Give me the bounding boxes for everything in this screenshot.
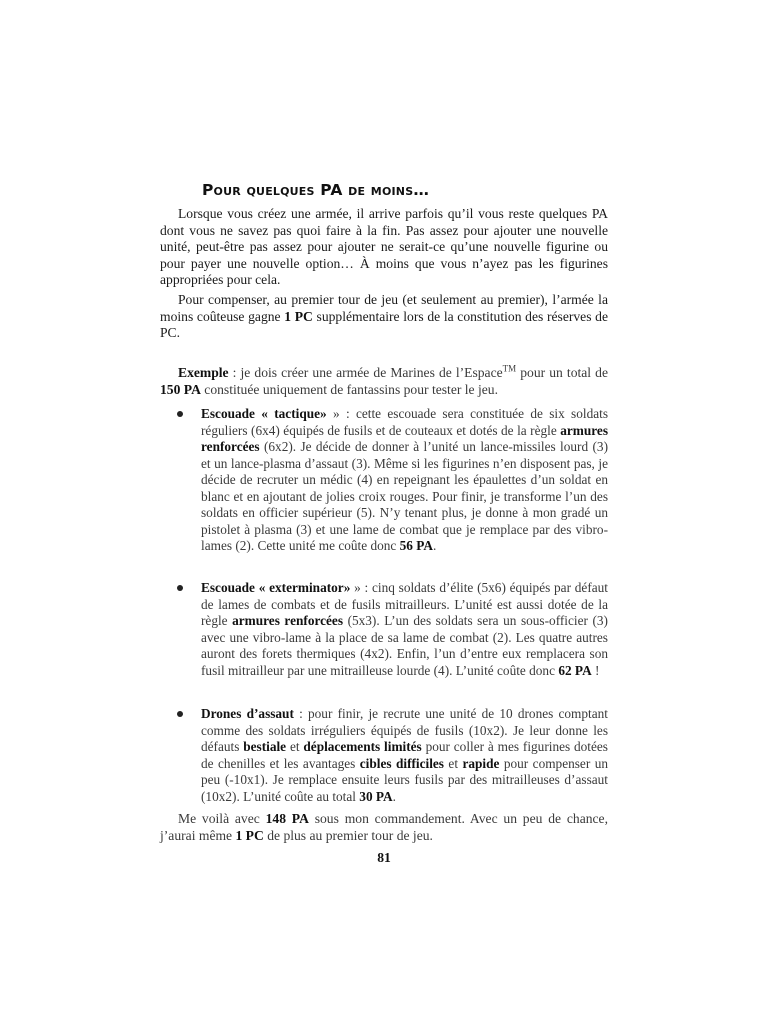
example-bold-pa: 150 PA xyxy=(160,381,201,397)
b3-t6: . xyxy=(392,788,396,804)
b3-t2: et xyxy=(286,739,304,755)
b1-t1: Escouade « xyxy=(201,406,275,421)
list-item-drones xyxy=(160,706,608,805)
trademark-mark: TM xyxy=(502,363,517,374)
intro-p1-text: Lorsque vous créez une armée, il arrive parfois qu’il vous reste quelques PA dont vous ne savez pas quoi faire à la fin. Pas assez pour ajouter une nouvelle unité, peut-être pas assez pour ajouter ne serait-ce qu’une nouvelle figurine ou pour payer une nouvelle option… À moins que vous n’ayez pas les figurines appropriées pour cela. xyxy=(160,206,608,288)
b2-b3: 62 PA xyxy=(558,662,592,678)
closing-b1: 148 PA xyxy=(265,811,309,826)
intro-p2-bold: 1 PC xyxy=(284,308,313,324)
b3-b3: cibles difficiles xyxy=(359,755,444,771)
list-item-text xyxy=(201,406,608,555)
bullet-dot-icon xyxy=(177,411,183,417)
example-text-b: pour un total de xyxy=(516,365,608,380)
example-label: Exemple xyxy=(178,365,229,380)
b3-b0: Drones d’assaut xyxy=(201,706,294,721)
intro-p2-text-a: Pour compenser, au premier tour de jeu (et seulement au premier), l’armée la moins coûteuse gagne xyxy=(160,292,608,324)
b1-t3: (6x2). Je décide de donner à l’unité un lance-missiles lourd (3) et un lance-plasma d’assaut (3). Même si les figurines n’en disposent pas, je décide de recruter un médic (4) en repeignant les épaulettes d’un soldat en blanc et en ajoutant de jolies croix rouges. Pour finir, je transforme l’un des soldats en officier supérieur (5). N’y tenant plus, je donne à mon gradé un pistolet à plasma (3) et une lame de combat que je remplace par des vibro-lames (2). Cette unité me coûte donc xyxy=(201,439,608,554)
b1-b2: armures renforcées xyxy=(201,422,608,455)
b2-b1: exterminator xyxy=(269,580,344,595)
b3-b4: rapide xyxy=(462,755,500,771)
bullet-dot-icon xyxy=(177,711,183,717)
b3-b2: déplacements limités xyxy=(303,739,422,755)
closing-t2: sous mon commandement. Avec un peu de chance, j’aurai même xyxy=(160,811,608,843)
b3-t1: : pour finir, je recrute une unité de 10 drones comptant comme des soldats irréguliers équipés de fusils (10x2). Je leur donne les défauts xyxy=(201,706,608,755)
closing-t3: de plus au premier tour de jeu. xyxy=(263,827,433,843)
intro-paragraph-1 xyxy=(160,206,608,289)
bullet-dot-icon xyxy=(177,585,183,591)
intro-p2-text-b: supplémentaire lors de la constitution des réserves de PC. xyxy=(160,308,608,341)
closing-t1: Me voilà avec xyxy=(178,811,266,826)
section-heading: Pour quelques PA de moins… xyxy=(202,181,430,199)
b1-t4: . xyxy=(433,538,437,554)
b3-t3: pour coller à mes figurines dotées de chenilles et les avantages xyxy=(201,739,608,771)
b3-t4: et xyxy=(444,755,463,771)
closing-paragraph xyxy=(160,811,608,844)
b1-b1: tactique xyxy=(274,406,321,421)
b3-t5: pour compenser un peu (-10x1). Je remplace ensuite leurs fusils par des mitrailleuses d’assaut (10x2). L’unité coûte au total xyxy=(201,755,608,804)
b2-t2: » : cinq soldats d’élite (5x6) équipés par défaut de lames de combats et de fusils mitrailleurs. L’unité est aussi dotée de la règle xyxy=(201,580,608,629)
b2-t4: ! xyxy=(591,662,600,678)
b2-b2: armures renforcées xyxy=(232,613,344,629)
page-number: 81 xyxy=(377,850,391,865)
list-item-exterminator xyxy=(160,580,608,679)
example-text-a: : je dois créer une armée de Marines de l’Espace xyxy=(228,365,503,380)
list-item-text xyxy=(201,706,608,805)
b3-b1: bestiale xyxy=(243,739,287,755)
list-item-text xyxy=(201,580,608,679)
b2-t1: Escouade « xyxy=(201,580,270,595)
b1-b3: 56 PA xyxy=(399,538,434,554)
b1-t2: » : cette escouade sera constituée de six soldats réguliers (6x4) équipés de fusils et de couteaux et dotés de la règle xyxy=(201,406,608,438)
example-text-c: constituée uniquement de fantassins pour tester le jeu. xyxy=(200,381,498,397)
list-item-tactique xyxy=(160,406,608,555)
example-paragraph xyxy=(160,365,608,398)
b1-t2a: » xyxy=(320,406,327,421)
intro-paragraph-2 xyxy=(160,292,608,342)
b3-b5: 30 PA xyxy=(359,788,393,804)
b2-t3: (5x3). L’un des soldats sera un sous-officier (3) avec une vibro-lame à la place de sa lame de combat (2). Les quatre autres auront des forets thermiques (4x2). Enfin, l’un d’entre eux remplacera son fusil mitrailleur par une mitrailleuse lourde (4). L’unité coûte donc xyxy=(201,613,608,678)
closing-b2: 1 PC xyxy=(235,827,264,843)
b2-t2a: » xyxy=(343,580,351,595)
